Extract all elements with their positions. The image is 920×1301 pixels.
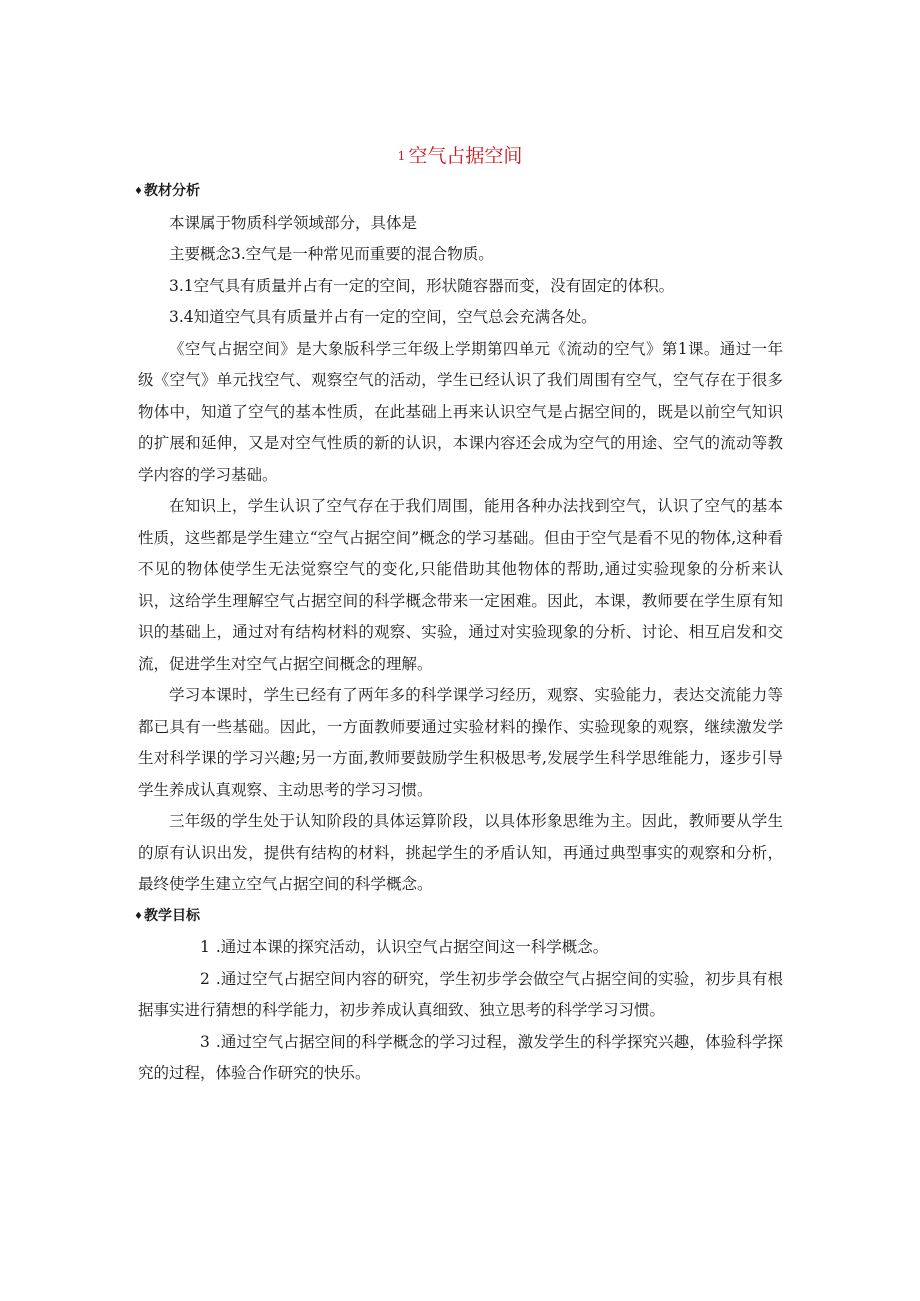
objective-item [138, 1027, 783, 1090]
intro-line: 主要概念3.空气是一种常见而重要的混合物质。 [169, 245, 494, 263]
objective-number: 1 [200, 938, 210, 956]
title-text: 空气占据空间 [408, 145, 523, 167]
section-heading-analysis [134, 176, 783, 208]
page-title [0, 142, 920, 170]
title-number: 1 [397, 149, 406, 163]
objective-text: .通过空气占据空间内容的研究，学生初步学会做空气占据空间的实验，初步具有根据事实进行猜想的科学能力，初步养成认真细致、独立思考的科学学习习惯。 [138, 969, 783, 1019]
paragraph: 学习本课时，学生已经有了两年多的科学课学习经历，观察、实验能力，表达交流能力等都已具有一些基础。因此，一方面教师要通过实验材料的操作、实验现象的观察，继续激发学生对科学课的学习兴趣;另一方面,教师要鼓励学生积极思考,发展学生科学思维能力，逐步引导学生养成认真观察、主动思考的学习习惯。 [138, 686, 783, 799]
document-body [134, 176, 783, 1090]
objective-item [138, 932, 783, 964]
objective-number: 3 [200, 1032, 210, 1051]
objective-number: 2 [200, 969, 210, 988]
paragraph: 在知识上，学生认识了空气存在于我们周围，能用各种办法找到空气，认识了空气的基本性质，这些都是学生建立“空气占据空间”概念的学习基础。但由于空气是看不见的物体,这种看不见的物体使学生无法觉察空气的变化,只能借助其他物体的帮助,通过实验现象的分析来认识，这给学生理解空气占据空间的科学概念带来一定困难。因此，本课，教师要在学生原有知识的基础上，通过对有结构材料的观察、实验，通过对实验现象的分析、讨论、相互启发和交流，促进学生对空气占据空间概念的理解。 [138, 497, 783, 673]
objective-item [138, 964, 783, 1027]
paragraph: 三年级的学生处于认知阶段的具体运算阶段，以具体形象思维为主。因此，教师要从学生的原有认识出发，提供有结构的材料，挑起学生的矛盾认知，再通过典型事实的观察和分析，最终使学生建立空气占据空间的科学概念。 [138, 812, 783, 893]
diamond-bullet-icon: ♦ [134, 910, 143, 922]
objective-text: .通过空气占据空间的科学概念的学习过程，激发学生的科学探究兴趣，体验科学探究的过程，体验合作研究的快乐。 [138, 1032, 783, 1082]
diamond-bullet-icon: ♦ [134, 186, 143, 197]
paragraph: 《空气占据空间》是大象版科学三年级上学期第四单元《流动的空气》第1课。通过一年级《空气》单元找空气、观察空气的活动，学生已经认识了我们周围有空气，空气存在于很多物体中，知道了空气的基本性质，在此基础上再来认识空气是占据空间的，既是以前空气知识的扩展和延伸，又是对空气性质的新的认识，本课内容还会成为空气的用途、空气的流动等教学内容的学习基础。 [138, 339, 783, 484]
section-heading-text: 教学目标 [143, 907, 200, 924]
section-heading-objectives [134, 901, 783, 933]
intro-line: 3.1空气具有质量并占有一定的空间，形状随容器而变，没有固定的体积。 [169, 276, 675, 295]
intro-line: 本课属于物质科学领域部分，具体是 [169, 213, 418, 232]
section-heading-text: 教材分析 [143, 183, 200, 199]
intro-line: 3.4知道空气具有质量并占有一定的空间，空气总会充满各处。 [169, 308, 597, 326]
objective-text: .通过本课的探究活动，认识空气占据空间这一科学概念。 [215, 938, 609, 956]
